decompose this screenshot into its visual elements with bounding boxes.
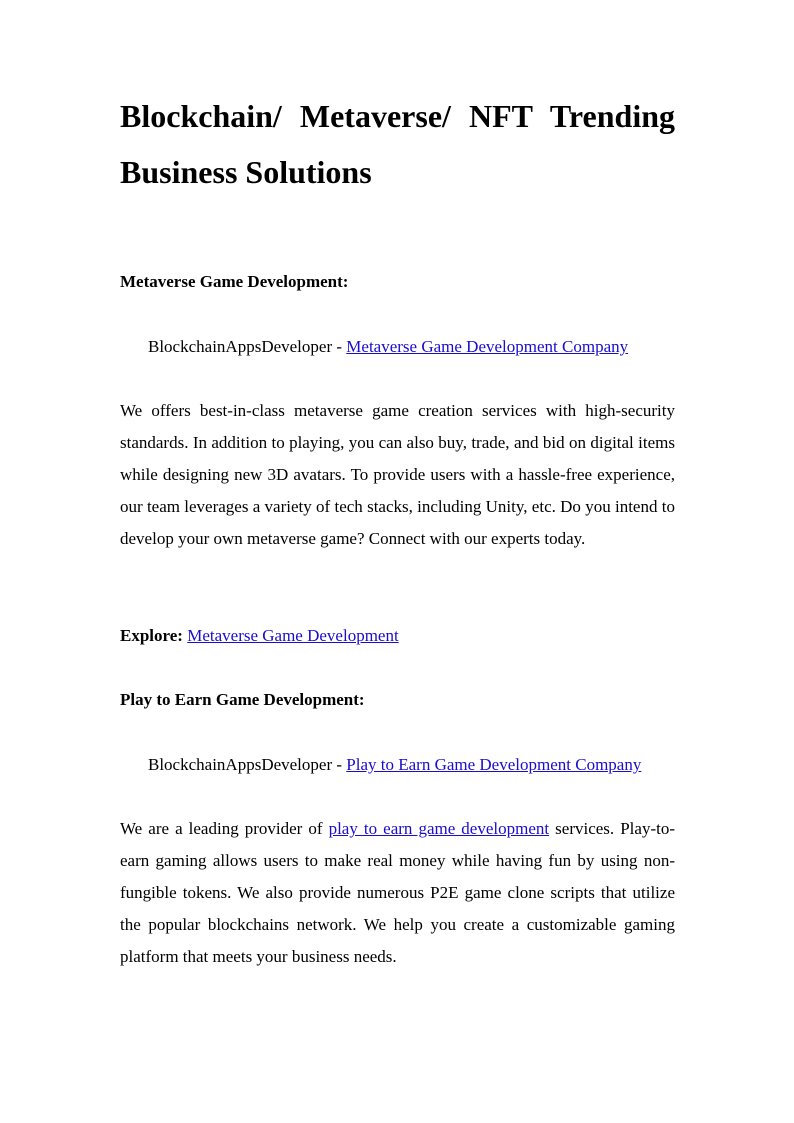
byline-play-to-earn bbox=[120, 749, 675, 781]
explore-line bbox=[120, 620, 675, 652]
body-text-after-link: services. Play-to-earn gaming allows users to make real money while having fun by using non-fungible tokens. We also provide numerous P2E game clone scripts that utilize the popular blockchains network. We help you create a customizable gaming platform that meets your business needs. bbox=[120, 819, 675, 966]
byline-prefix: BlockchainAppsDeveloper - bbox=[148, 755, 343, 774]
explore-metaverse-link[interactable]: Metaverse Game Development bbox=[187, 626, 399, 645]
byline-prefix: BlockchainAppsDeveloper - bbox=[148, 337, 343, 356]
page-title: Blockchain/ Metaverse/ NFT Trending Business Solutions bbox=[120, 98, 675, 190]
metaverse-company-link[interactable]: Metaverse Game Development Company bbox=[346, 337, 629, 356]
explore-label: Explore: bbox=[120, 626, 183, 645]
section-heading-metaverse: Metaverse Game Development: bbox=[120, 272, 349, 291]
play-to-earn-company-link[interactable]: Play to Earn Game Development Company bbox=[346, 755, 642, 774]
section-heading-play-to-earn: Play to Earn Game Development: bbox=[120, 690, 365, 709]
play-to-earn-description bbox=[120, 813, 675, 973]
byline-metaverse bbox=[120, 331, 675, 363]
metaverse-description: We offers best-in-class metaverse game creation services with high-security standards. In addition to playing, you can also buy, trade, and bid on digital items while designing new 3D avatars. To provide users with a hassle-free experience, our team leverages a variety of tech stacks, including Unity, etc. Do you intend to develop your own metaverse game? Connect with our experts today. bbox=[120, 401, 675, 548]
play-to-earn-inline-link[interactable]: play to earn game development bbox=[328, 819, 550, 838]
body-text-before-link: We are a leading provider of bbox=[120, 819, 323, 838]
